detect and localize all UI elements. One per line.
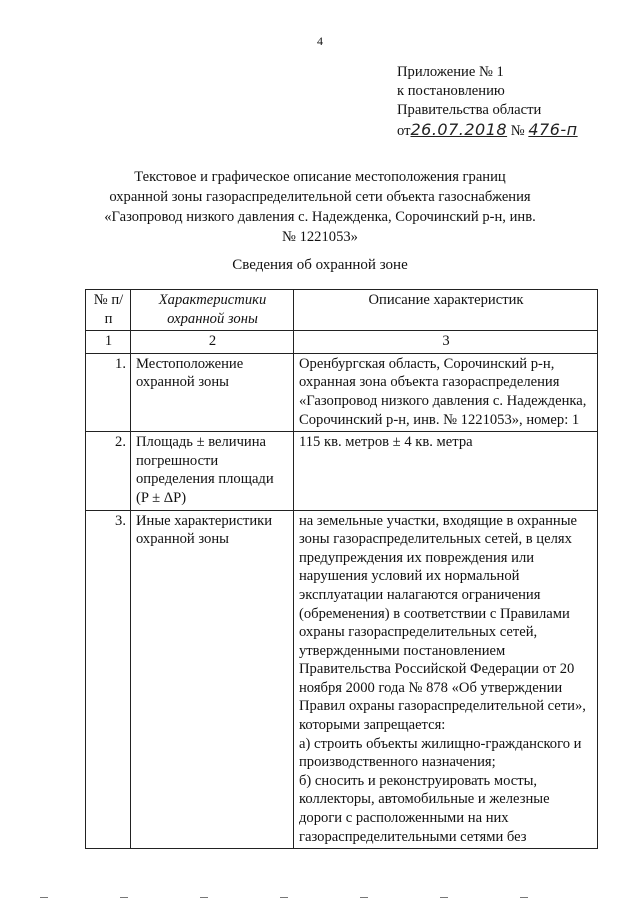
appendix-block: [397, 63, 578, 141]
column-number-row: [86, 331, 598, 354]
column-number-1: 1: [86, 331, 131, 354]
title-line-1: Текстовое и графическое описание местоположения границ: [134, 169, 506, 185]
row-description: [294, 510, 598, 849]
row-description: Оренбургская область, Сорочинский р-н, охранная зона объекта газораспределения «Газопровод низкого давления с. Надежденка, Сорочинский р-н, инв. № 1221053», номер: 1: [294, 353, 598, 431]
row-characteristic: Иные характеристики охранной зоны: [131, 510, 294, 849]
handwritten-date: 26.07.2018: [410, 120, 508, 139]
description-prohibited: которыми запрещается:: [299, 717, 446, 734]
column-number-3: 3: [294, 331, 598, 354]
row-number: 3.: [86, 510, 131, 849]
row-characteristic: Местоположение охранной зоны: [131, 353, 294, 431]
table-row: [86, 510, 598, 849]
row-number: 2.: [86, 432, 131, 510]
header-description: Описание характеристик: [294, 290, 598, 331]
document-title: [90, 167, 550, 247]
title-line-2: охранной зоны газораспределительной сети объекта газоснабжения: [109, 189, 531, 205]
header-characteristic: Характеристики охранной зоны: [131, 290, 294, 331]
appendix-line-1: Приложение № 1: [397, 64, 504, 80]
number-label: №: [510, 123, 525, 139]
from-label: от: [397, 123, 411, 139]
row-number: 1.: [86, 353, 131, 431]
description-intro: на земельные участки, входящие в охранные зоны газораспределительных сетей, в целях предупреждения их повреждения или нарушения условий их нормальной эксплуатации налагаются ограничения (обременения) в соответствии с Правилами охраны газораспределительных сетей, утвержденными постановлением Правительства Российской Федерации от 20 ноября 2000 года № 878 «Об утверждении Правил охраны газораспределительной сети»,: [299, 512, 586, 715]
row-characteristic: Площадь ± величина погрешности определения площади (P ± ΔP): [131, 432, 294, 510]
table-row: [86, 353, 598, 431]
protection-zone-table: [85, 289, 598, 849]
description-item-a: а) строить объекты жилищно-гражданского и производственного назначения;: [299, 735, 582, 771]
page-number: 4: [317, 34, 323, 48]
scan-footer-marks: [40, 897, 600, 899]
description-item-b: б) сносить и реконструировать мосты, коллекторы, автомобильные и железные дороги с расположенными на них газораспределительными сетями без: [299, 772, 550, 845]
handwritten-number: 476-п: [528, 120, 578, 139]
header-number: № п/п: [86, 290, 131, 331]
appendix-line-3: Правительства области: [397, 102, 542, 118]
table-header-row: [86, 290, 598, 331]
appendix-date-line: [397, 120, 578, 141]
title-line-4: № 1221053»: [282, 229, 358, 245]
title-line-3: «Газопровод низкого давления с. Надежденка, Сорочинский р-н, инв.: [104, 209, 536, 225]
table-row: [86, 432, 598, 510]
row-description: 115 кв. метров ± 4 кв. метра: [294, 432, 598, 510]
column-number-2: 2: [131, 331, 294, 354]
appendix-line-2: к постановлению: [397, 83, 505, 99]
section-title: Сведения об охранной зоне: [232, 257, 408, 273]
